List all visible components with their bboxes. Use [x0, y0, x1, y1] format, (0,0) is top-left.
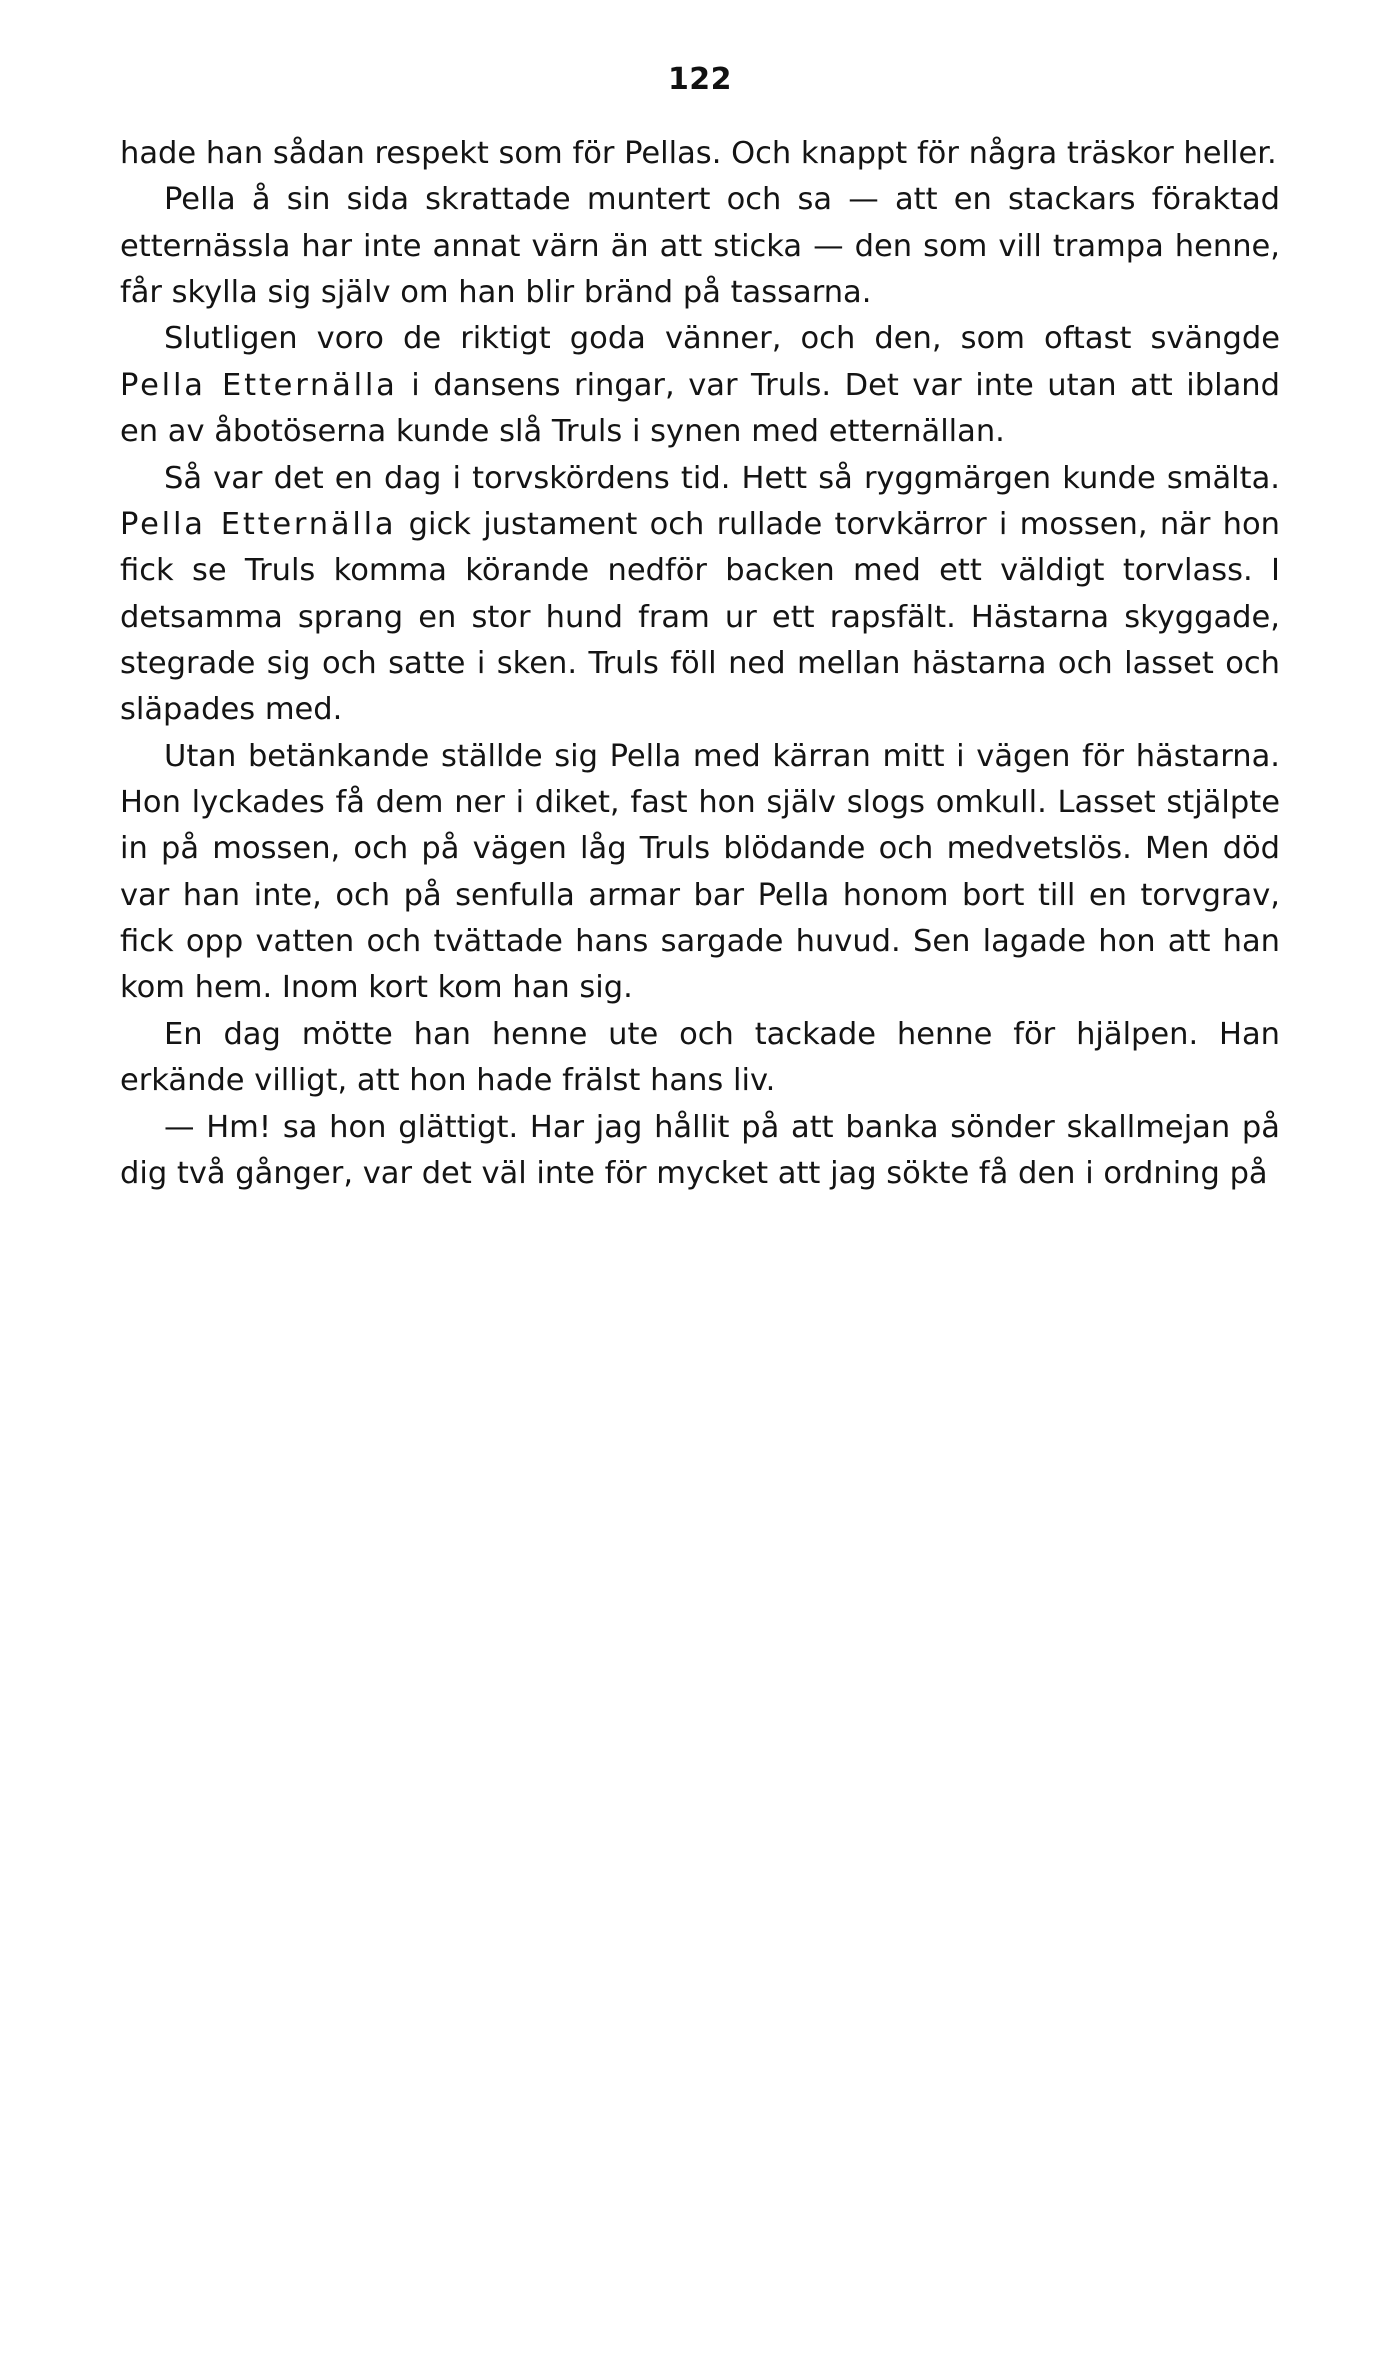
paragraph-text: Pella å sin sida skrattade muntert och sa — att en stackars föraktad etternässla har inte annat värn än att sticka — den som vill trampa henne, får skylla sig själv om han blir bränd på tassarna.: [120, 182, 1280, 311]
paragraph-text: Utan betänkande ställde sig Pella med kärran mitt i vägen för hästarna. Hon lyckades få dem ner i diket, fast hon själv slogs omkull. Lasset stjälpte in på mossen, och på vägen låg Truls blödande och medvetslös. Men död var han inte, och på senfulla armar bar Pella honom bort till en torvgrav, fick opp vatten och tvättade hans sargade huvud. Sen lagade hon att han kom hem. Inom kort kom han sig.: [120, 738, 1280, 1006]
paragraph-text: En dag mötte han henne ute och tackade henne för hjälpen. Han erkände villigt, att hon hade frälst hans liv.: [120, 1016, 1280, 1099]
paragraph-2: [120, 177, 1280, 316]
paragraph-text-part: gick justament och rullade torvkärror i mossen, när hon fick se Truls komma körande nedför backen med ett väldigt torvlass. I detsamma sprang en stor hund fram ur ett rapsfält. Hästarna skyggade, stegrade sig och satte i sken. Truls föll ned mellan hästarna och lasset och släpades med.: [120, 506, 1280, 728]
paragraph-text-part: Slutligen voro de riktigt goda vänner, och den, som oftast svängde: [164, 321, 1280, 357]
paragraph-3: [120, 316, 1280, 455]
letterspaced-name: Pella Etternälla: [120, 506, 397, 542]
paragraph-7: [120, 1105, 1280, 1198]
paragraph-5: [120, 734, 1280, 1012]
paragraph-6: [120, 1012, 1280, 1105]
page-body-text: [120, 131, 1280, 1197]
paragraph-text: hade han sådan respekt som för Pellas. Och knappt för några träskor heller.: [120, 136, 1277, 171]
page-number: 122: [667, 62, 733, 97]
letterspaced-name: Pella Etternälla: [120, 367, 398, 403]
paragraph-text: — Hm! sa hon glättigt. Har jag hållit på att banka sönder skallmejan på dig två gånger, var det väl inte för mycket att jag sökte få den i ordning på: [120, 1109, 1280, 1191]
paragraph-text-part: Så var det en dag i torvskördens tid. Hett så ryggmärgen kunde smälta.: [164, 460, 1280, 496]
paragraph-1: [120, 131, 1280, 177]
paragraph-4: [120, 456, 1280, 734]
paragraph-text-part: i dansens ringar, var Truls. Det var inte utan att ibland en av åbotöserna kunde slå Truls i synen med etternällan.: [120, 367, 1280, 450]
